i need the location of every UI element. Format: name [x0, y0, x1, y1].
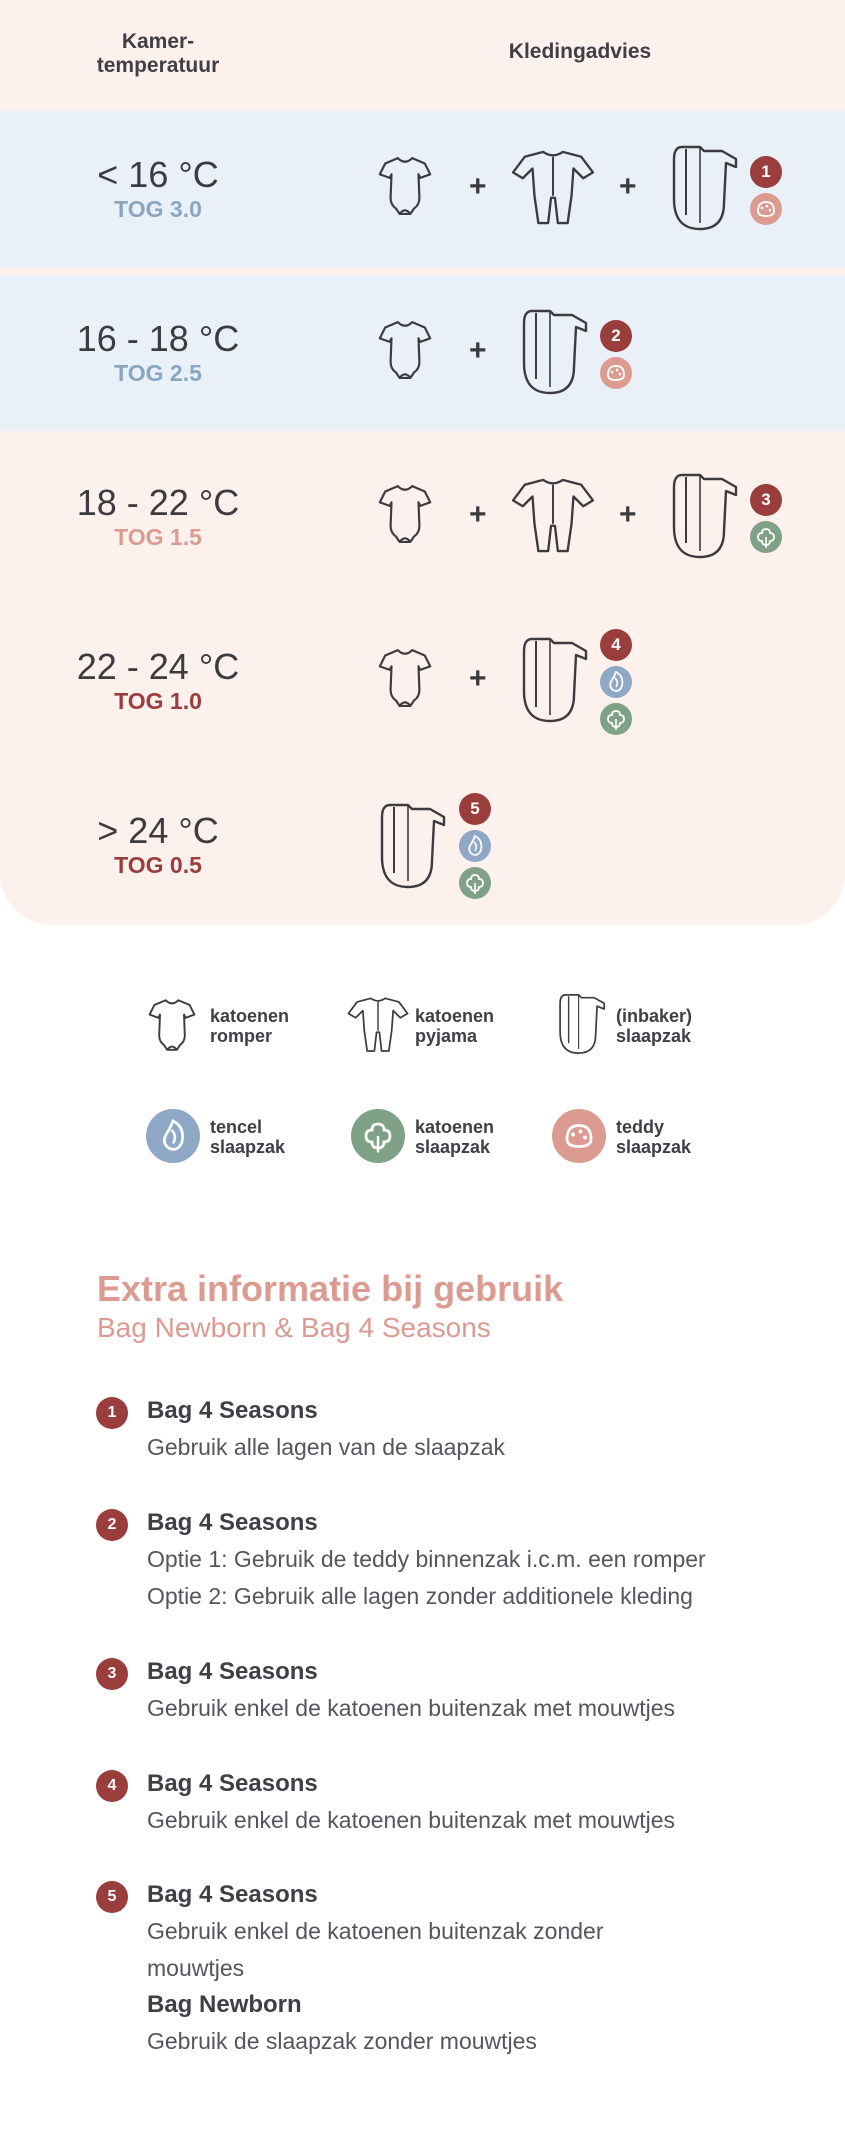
cotton-icon: [750, 521, 782, 553]
table-row: [0, 111, 845, 267]
tencel-icon: [146, 1109, 200, 1163]
legend-line: teddy: [616, 1117, 665, 1137]
temp-cell: [48, 483, 268, 551]
table-row: [0, 439, 845, 595]
plus-sign: +: [469, 662, 487, 695]
temp-value: 22 - 24 °C: [76, 646, 240, 687]
note-text: Gebruik enkel de katoenen buitenzak met mouwtjes: [147, 1695, 676, 1721]
legend-label: [616, 1117, 691, 1157]
note-body: [147, 1393, 787, 1466]
pyjama-icon: [511, 149, 595, 227]
legend-label: [415, 1117, 494, 1157]
legend-label: [616, 1006, 692, 1046]
temp-value: > 24 °C: [97, 810, 219, 851]
cotton-icon: [459, 867, 491, 899]
note-badge: 5: [459, 793, 491, 825]
tog-value: TOG 1.5: [114, 524, 202, 550]
cotton-icon: [351, 1109, 405, 1163]
note-number-badge: 2: [96, 1509, 128, 1541]
sleepsack-icon: [666, 471, 738, 561]
temp-value: 16 - 18 °C: [76, 318, 240, 359]
tencel-icon: [600, 666, 632, 698]
teddy-icon: [750, 193, 782, 225]
legend-line: katoenen: [415, 1006, 495, 1026]
table-header: [0, 0, 845, 103]
info-title: Extra informatie bij gebruik: [97, 1268, 564, 1309]
plus-sign: +: [469, 334, 487, 367]
header-room-temperature: [48, 30, 268, 78]
tog-value: TOG 3.0: [114, 196, 202, 222]
note-body: [147, 1505, 787, 1615]
temp-cell: [48, 647, 268, 715]
romper-icon: [148, 996, 196, 1054]
romper-icon: [378, 317, 432, 383]
note-badge: 1: [750, 156, 782, 188]
legend-label: [210, 1006, 289, 1046]
legend-line: tencel: [210, 1117, 263, 1137]
note-text: Optie 2: Gebruik alle lagen zonder additionele kleding: [147, 1583, 693, 1609]
note-badge: 4: [600, 629, 632, 661]
sleepsack-icon: [516, 635, 588, 725]
tog-value: TOG 2.5: [114, 360, 202, 386]
romper-icon: [378, 645, 432, 711]
legend-label: [415, 1006, 494, 1046]
note-body: [147, 1654, 787, 1727]
note-heading: Bag Newborn: [147, 1991, 302, 2018]
tencel-icon: [459, 830, 491, 862]
cotton-icon: [600, 703, 632, 735]
romper-icon: [378, 481, 432, 547]
sleepsack-icon: [554, 992, 606, 1056]
note-number-badge: 3: [96, 1658, 128, 1690]
header-clothing-advice: Kledingadvies: [508, 40, 652, 63]
legend-line: katoenen: [415, 1117, 495, 1137]
note-number-badge: 4: [96, 1770, 128, 1802]
teddy-icon: [600, 357, 632, 389]
sleepsack-icon: [374, 801, 446, 891]
romper-icon: [378, 153, 432, 219]
note-heading: Bag 4 Seasons: [147, 1509, 318, 1536]
note-number-badge: 1: [96, 1397, 128, 1429]
pyjama-icon: [347, 996, 409, 1054]
note-badge: 2: [600, 320, 632, 352]
note-text: Gebruik alle lagen van de slaapzak: [147, 1434, 506, 1460]
teddy-icon: [552, 1109, 606, 1163]
plus-sign: +: [469, 498, 487, 531]
note-text: Optie 1: Gebruik de teddy binnenzak i.c.m. een romper: [147, 1546, 706, 1572]
note-badge: 3: [750, 484, 782, 516]
note-body: [147, 1877, 787, 2060]
tog-value: TOG 0.5: [114, 852, 202, 878]
note-number-badge: 5: [96, 1881, 128, 1913]
clothing-advice-table: [0, 0, 845, 925]
table-row: [0, 603, 845, 759]
pyjama-icon: [511, 477, 595, 555]
table-row: [0, 767, 845, 925]
header-col1-text: Kamer- temperatuur: [96, 30, 220, 77]
temp-cell: [48, 319, 268, 387]
legend-line: romper: [210, 1026, 273, 1046]
sleepsack-icon: [666, 143, 738, 233]
legend-line: slaapzak: [616, 1137, 692, 1157]
sleepsack-icon: [516, 307, 588, 397]
plus-sign: +: [619, 498, 637, 531]
note-heading: Bag 4 Seasons: [147, 1881, 318, 1908]
temp-value: < 16 °C: [97, 154, 219, 195]
info-subtitle: Bag Newborn & Bag 4 Seasons: [97, 1312, 491, 1343]
legend-line: slaapzak: [415, 1137, 491, 1157]
plus-sign: +: [619, 170, 637, 203]
temp-cell: [48, 155, 268, 223]
legend-line: slaapzak: [210, 1137, 286, 1157]
note-text: Gebruik de slaapzak zonder mouwtjes: [147, 2028, 537, 2054]
plus-sign: +: [469, 170, 487, 203]
table-row: [0, 275, 845, 431]
legend-label: [210, 1117, 285, 1157]
legend-line: katoenen: [210, 1006, 290, 1026]
note-text: mouwtjes: [147, 1955, 245, 1981]
tog-value: TOG 1.0: [114, 688, 202, 714]
note-heading: Bag 4 Seasons: [147, 1658, 318, 1685]
temp-value: 18 - 22 °C: [76, 482, 240, 523]
note-body: [147, 1766, 787, 1839]
temp-cell: [48, 811, 268, 879]
legend-line: (inbaker): [616, 1006, 693, 1026]
legend-line: slaapzak: [616, 1026, 692, 1046]
legend-line: pyjama: [415, 1026, 478, 1046]
note-heading: Bag 4 Seasons: [147, 1397, 318, 1424]
note-text: Gebruik enkel de katoenen buitenzak zonder: [147, 1918, 604, 1944]
note-heading: Bag 4 Seasons: [147, 1770, 318, 1797]
note-text: Gebruik enkel de katoenen buitenzak met mouwtjes: [147, 1807, 676, 1833]
